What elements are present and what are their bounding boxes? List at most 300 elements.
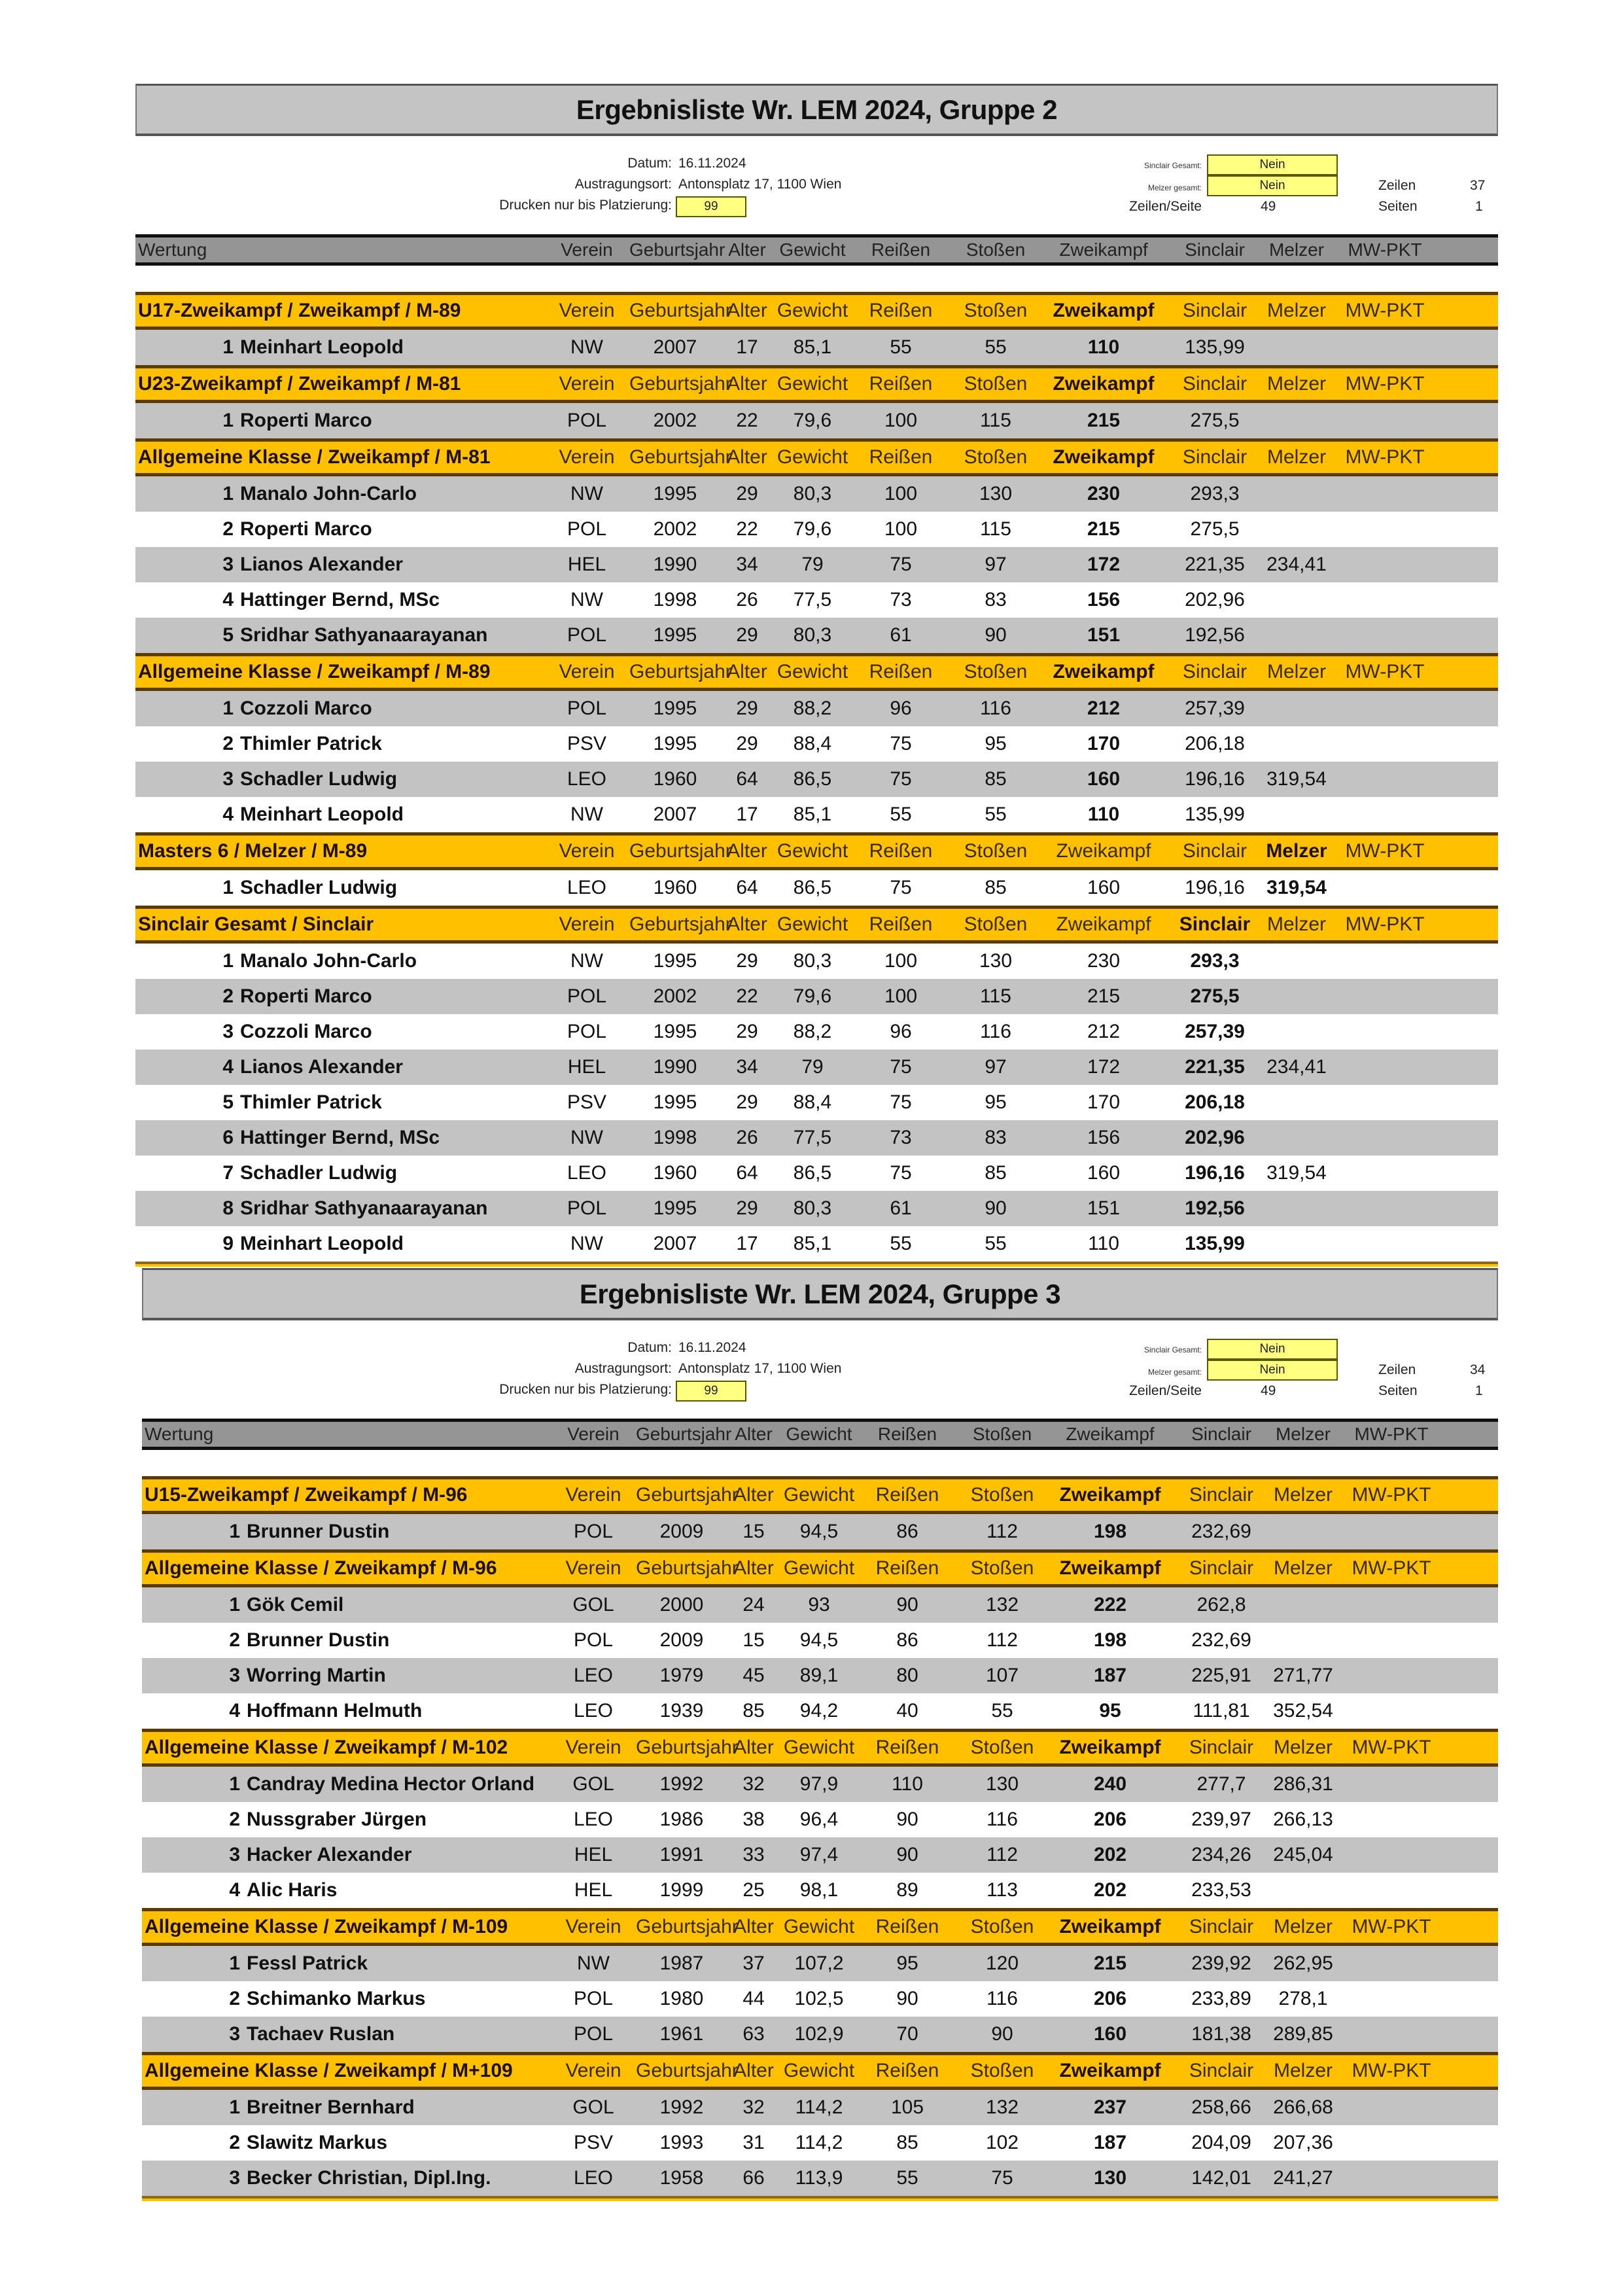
athlete-row <box>142 2125 1498 2161</box>
category-column-stossen: Stoßen <box>970 1557 1034 1579</box>
athlete-row <box>135 582 1498 618</box>
cell-reissen: 75 <box>890 1091 912 1113</box>
column-header-bar <box>135 234 1498 266</box>
cell-verein: PSV <box>573 2132 614 2153</box>
cell-alter: 26 <box>736 589 758 610</box>
rank: 4 <box>229 1879 240 1901</box>
cell-sinclair: 135,99 <box>1185 1233 1245 1254</box>
sinclair-gesamt-select[interactable]: Nein <box>1207 154 1338 175</box>
cell-melzer: 241,27 <box>1273 2167 1333 2189</box>
cell-zweikampf: 151 <box>1087 1197 1121 1219</box>
cell-gewicht: 96,4 <box>799 1809 839 1830</box>
rank: 3 <box>222 554 234 575</box>
category-column-melzer: Melzer <box>1266 373 1326 395</box>
category-column-alter: Alter <box>727 446 767 468</box>
cell-alter: 64 <box>736 877 758 898</box>
category-column-mw-pkt: MW-PKT <box>1352 2060 1431 2081</box>
cell-stossen: 116 <box>986 1809 1018 1830</box>
athlete-row <box>135 1120 1498 1156</box>
category-column-stossen: Stoßen <box>970 1484 1034 1506</box>
cell-gewicht: 93 <box>808 1594 830 1616</box>
cell-alter: 66 <box>742 2167 765 2189</box>
athlete-name: Slawitz Markus <box>247 2132 388 2153</box>
category-column-geburtsjahr: Geburtsjahr <box>629 446 732 468</box>
category-column-mw-pkt: MW-PKT <box>1352 1557 1431 1579</box>
cell-reissen: 40 <box>896 1700 918 1722</box>
melzer-gesamt-label: Melzer gesamt: <box>1147 1368 1202 1377</box>
rank: 1 <box>222 698 234 719</box>
category-column-stossen: Stoßen <box>964 913 1028 935</box>
cell-stossen: 90 <box>985 624 1007 646</box>
athlete-row <box>142 1873 1498 1908</box>
cell-verein: LEO <box>567 768 607 790</box>
category-column-mw-pkt: MW-PKT <box>1345 446 1425 468</box>
category-column-stossen: Stoßen <box>964 446 1028 468</box>
cell-geburtsjahr: 1990 <box>653 554 697 575</box>
athlete-name: Worring Martin <box>247 1665 386 1686</box>
category-column-melzer: Melzer <box>1266 661 1326 682</box>
cell-verein: POL <box>567 1021 607 1042</box>
category-column-verein: Verein <box>559 446 615 468</box>
cell-sinclair: 277,7 <box>1196 1773 1246 1795</box>
cell-reissen: 100 <box>884 985 918 1007</box>
category-title: Allgemeine Klasse / Zweikampf / M-109 <box>145 1916 508 1937</box>
cell-sinclair: 233,89 <box>1191 1988 1251 2009</box>
athlete-name: Thimler Patrick <box>240 733 382 754</box>
athlete-name: Lianos Alexander <box>240 554 403 575</box>
drucken-label: Drucken nur bis Platzierung: <box>499 198 672 213</box>
category-column-zweikampf: Zweikampf <box>1053 373 1155 395</box>
category-column-reissen: Reißen <box>875 1557 939 1579</box>
zeilen-seite-value: 49 <box>1261 199 1276 214</box>
cell-verein: POL <box>567 1197 607 1219</box>
ort-value: Antonsplatz 17, 1100 Wien <box>678 1361 842 1376</box>
rank: 2 <box>229 1988 240 2009</box>
cell-reissen: 55 <box>890 1233 912 1254</box>
rank: 6 <box>222 1127 234 1148</box>
cell-alter: 29 <box>736 950 758 972</box>
category-header-row <box>142 1549 1498 1587</box>
cell-alter: 32 <box>742 2096 765 2118</box>
athlete-name: Nussgraber Jürgen <box>247 1809 427 1830</box>
cell-verein: HEL <box>567 1056 606 1078</box>
drucken-input[interactable]: 99 <box>676 1381 746 1402</box>
cell-zweikampf: 222 <box>1093 1594 1127 1616</box>
athlete-name: Sridhar Sathyanaarayanan <box>240 624 488 646</box>
cell-alter: 29 <box>736 1091 758 1113</box>
cell-alter: 25 <box>742 1879 765 1901</box>
athlete-row <box>142 2017 1498 2052</box>
athlete-row <box>142 1693 1498 1729</box>
cell-zweikampf: 130 <box>1093 2167 1127 2189</box>
category-column-sinclair: Sinclair <box>1189 1484 1254 1506</box>
group-title: Ergebnisliste Wr. LEM 2024, Gruppe 3 <box>579 1278 1061 1309</box>
cell-verein: NW <box>570 804 603 825</box>
athlete-row <box>135 1156 1498 1191</box>
athlete-name: Sridhar Sathyanaarayanan <box>240 1197 488 1219</box>
cell-reissen: 89 <box>896 1879 918 1901</box>
cell-alter: 63 <box>742 2023 765 2045</box>
category-column-verein: Verein <box>559 373 615 395</box>
category-column-gewicht: Gewicht <box>777 373 848 395</box>
column-header-sinclair: Sinclair <box>1191 1424 1251 1444</box>
sinclair-gesamt-select[interactable]: Nein <box>1207 1339 1338 1360</box>
rank: 5 <box>222 1091 234 1113</box>
rank: 1 <box>229 1952 240 1974</box>
athlete-row <box>142 1587 1498 1623</box>
cell-stossen: 132 <box>985 1594 1019 1616</box>
category-header-row <box>135 438 1498 476</box>
cell-zweikampf: 110 <box>1087 804 1120 825</box>
cell-reissen: 55 <box>890 336 912 358</box>
cell-gewicht: 94,5 <box>799 1521 839 1542</box>
cell-sinclair: 142,01 <box>1191 2167 1251 2189</box>
column-header-verein: Verein <box>567 1424 620 1444</box>
cell-verein: HEL <box>567 554 606 575</box>
cell-verein: LEO <box>573 2167 614 2189</box>
column-header-wertung: Wertung <box>138 239 207 260</box>
cell-stossen: 130 <box>985 1773 1019 1795</box>
cell-stossen: 85 <box>985 1162 1007 1184</box>
category-column-melzer: Melzer <box>1266 840 1327 862</box>
cell-sinclair: 196,16 <box>1185 768 1245 790</box>
cell-geburtsjahr: 1995 <box>653 733 697 754</box>
cell-zweikampf: 230 <box>1087 483 1121 504</box>
cell-stossen: 120 <box>985 1952 1019 1974</box>
cell-sinclair: 275,5 <box>1190 410 1240 431</box>
category-column-melzer: Melzer <box>1266 913 1326 935</box>
cell-geburtsjahr: 1987 <box>659 1952 704 1974</box>
category-column-sinclair: Sinclair <box>1189 1916 1254 1937</box>
column-header-melzer: Melzer <box>1268 239 1324 260</box>
rank: 3 <box>229 1844 240 1865</box>
cell-zweikampf: 170 <box>1087 733 1121 754</box>
cell-melzer: 319,54 <box>1266 877 1327 898</box>
athlete-row <box>142 2090 1498 2125</box>
cell-stossen: 116 <box>980 698 1011 719</box>
athlete-row <box>142 1802 1498 1837</box>
cell-geburtsjahr: 1995 <box>653 1021 697 1042</box>
cell-melzer: 266,68 <box>1273 2096 1333 2118</box>
ort-label: Austragungsort: <box>574 1361 672 1376</box>
category-column-reissen: Reißen <box>869 913 933 935</box>
cell-verein: POL <box>573 1521 614 1542</box>
datum-label: Datum: <box>627 1340 672 1355</box>
category-column-sinclair: Sinclair <box>1182 840 1248 862</box>
category-column-sinclair: Sinclair <box>1189 1737 1254 1758</box>
cell-gewicht: 94,2 <box>799 1700 839 1722</box>
athlete-row <box>135 979 1498 1014</box>
cell-sinclair: 135,99 <box>1185 804 1245 825</box>
athlete-name: Roperti Marco <box>240 410 372 431</box>
cell-reissen: 61 <box>890 624 912 646</box>
athlete-name: Meinhart Leopold <box>240 1233 404 1254</box>
ort-label: Austragungsort: <box>574 177 672 192</box>
cell-geburtsjahr: 2007 <box>653 804 697 825</box>
athlete-row <box>135 1191 1498 1226</box>
cell-geburtsjahr: 1990 <box>653 1056 697 1078</box>
melzer-gesamt-select[interactable]: Nein <box>1207 1360 1338 1381</box>
category-title: Masters 6 / Melzer / M-89 <box>138 840 368 862</box>
category-column-gewicht: Gewicht <box>777 840 848 862</box>
cell-verein: HEL <box>574 1879 613 1901</box>
cell-zweikampf: 230 <box>1087 950 1121 972</box>
category-column-gewicht: Gewicht <box>777 913 848 935</box>
category-column-reissen: Reißen <box>869 300 933 321</box>
rank: 9 <box>222 1233 234 1254</box>
zeilen-label: Zeilen <box>1378 178 1416 193</box>
spacer <box>135 266 1498 292</box>
category-column-alter: Alter <box>733 1484 774 1506</box>
column-header-stossen: Stoßen <box>966 239 1026 260</box>
cell-stossen: 75 <box>991 2167 1013 2189</box>
cell-stossen: 112 <box>986 1844 1018 1865</box>
cell-sinclair: 293,3 <box>1190 950 1240 972</box>
cell-gewicht: 88,2 <box>793 698 832 719</box>
athlete-name: Thimler Patrick <box>240 1091 382 1113</box>
cell-alter: 45 <box>742 1665 765 1686</box>
category-column-zweikampf: Zweikampf <box>1059 2060 1161 2081</box>
athlete-name: Fessl Patrick <box>247 1952 368 1974</box>
athlete-row <box>142 1837 1498 1873</box>
cell-geburtsjahr: 1998 <box>653 589 697 610</box>
rank: 2 <box>229 2132 240 2153</box>
cell-sinclair: 192,56 <box>1185 624 1245 646</box>
athlete-name: Brunner Dustin <box>247 1629 390 1651</box>
cell-gewicht: 85,1 <box>793 336 832 358</box>
cell-geburtsjahr: 1992 <box>659 2096 704 2118</box>
athlete-row <box>142 2161 1498 2196</box>
category-column-gewicht: Gewicht <box>783 1916 855 1937</box>
category-column-stossen: Stoßen <box>964 373 1028 395</box>
cell-gewicht: 114,2 <box>795 2096 843 2118</box>
category-column-reissen: Reißen <box>875 1737 939 1758</box>
column-header-zweikampf: Zweikampf <box>1066 1424 1155 1444</box>
category-column-melzer: Melzer <box>1266 446 1326 468</box>
table-end-line <box>142 2196 1498 2201</box>
group-3-block <box>142 1268 1498 2201</box>
category-column-geburtsjahr: Geburtsjahr <box>636 2060 739 2081</box>
zeilen-value: 37 <box>1470 178 1486 193</box>
cell-zweikampf: 187 <box>1093 2132 1127 2153</box>
cell-geburtsjahr: 1995 <box>653 483 697 504</box>
cell-melzer: 234,41 <box>1266 554 1327 575</box>
athlete-name: Breitner Bernhard <box>247 2096 415 2118</box>
category-header-row <box>135 832 1498 870</box>
category-column-geburtsjahr: Geburtsjahr <box>636 1737 739 1758</box>
cell-geburtsjahr: 1995 <box>653 950 697 972</box>
category-header-row <box>142 1476 1498 1514</box>
category-column-zweikampf: Zweikampf <box>1056 840 1151 862</box>
category-column-mw-pkt: MW-PKT <box>1345 373 1425 395</box>
athlete-name: Schimanko Markus <box>247 1988 426 2009</box>
rank: 2 <box>229 1629 240 1651</box>
cell-melzer: 266,13 <box>1273 1809 1333 1830</box>
cell-reissen: 90 <box>896 1594 918 1616</box>
cell-stossen: 85 <box>985 768 1007 790</box>
cell-alter: 22 <box>736 518 758 540</box>
rank: 1 <box>222 950 234 972</box>
cell-verein: GOL <box>572 2096 614 2118</box>
rank: 5 <box>222 624 234 646</box>
cell-zweikampf: 156 <box>1087 589 1121 610</box>
cell-sinclair: 262,8 <box>1196 1594 1246 1616</box>
category-title: Allgemeine Klasse / Zweikampf / M-102 <box>145 1737 508 1758</box>
zeilen-label: Zeilen <box>1378 1362 1416 1377</box>
athlete-row <box>135 403 1498 438</box>
cell-alter: 29 <box>736 1197 758 1219</box>
cell-alter: 17 <box>736 336 758 358</box>
cell-sinclair: 234,26 <box>1191 1844 1251 1865</box>
category-column-verein: Verein <box>565 1484 621 1506</box>
cell-sinclair: 232,69 <box>1191 1629 1251 1651</box>
cell-verein: POL <box>573 1629 614 1651</box>
cell-geburtsjahr: 1958 <box>659 2167 704 2189</box>
seiten-value: 1 <box>1475 199 1483 214</box>
cell-geburtsjahr: 1991 <box>659 1844 704 1865</box>
cell-stossen: 83 <box>985 1127 1007 1148</box>
category-column-mw-pkt: MW-PKT <box>1352 1484 1431 1506</box>
category-header-row <box>135 906 1498 944</box>
cell-reissen: 105 <box>890 2096 924 2118</box>
cell-melzer: 286,31 <box>1273 1773 1333 1795</box>
cell-alter: 32 <box>742 1773 765 1795</box>
athlete-row <box>142 1514 1498 1549</box>
cell-zweikampf: 187 <box>1093 1665 1127 1686</box>
column-header-melzer: Melzer <box>1275 1424 1331 1444</box>
cell-reissen: 75 <box>890 554 912 575</box>
column-header-bar <box>142 1419 1498 1450</box>
cell-gewicht: 97,9 <box>799 1773 839 1795</box>
rank: 8 <box>222 1197 234 1219</box>
category-title: U23-Zweikampf / Zweikampf / M-81 <box>138 373 461 395</box>
category-column-gewicht: Gewicht <box>777 300 848 321</box>
category-column-verein: Verein <box>559 840 615 862</box>
category-column-reissen: Reißen <box>875 1484 939 1506</box>
datum-value: 16.11.2024 <box>678 156 746 171</box>
cell-gewicht: 86,5 <box>793 768 832 790</box>
rank: 7 <box>222 1162 234 1184</box>
seiten-label: Seiten <box>1378 1383 1418 1398</box>
category-column-sinclair: Sinclair <box>1182 300 1248 321</box>
cell-melzer: 319,54 <box>1266 768 1327 790</box>
cell-reissen: 61 <box>890 1197 912 1219</box>
athlete-name: Candray Medina Hector Orland <box>247 1773 535 1795</box>
cell-reissen: 55 <box>890 804 912 825</box>
category-column-alter: Alter <box>727 300 767 321</box>
group-title: Ergebnisliste Wr. LEM 2024, Gruppe 2 <box>576 94 1058 125</box>
cell-geburtsjahr: 1993 <box>659 2132 704 2153</box>
athlete-name: Meinhart Leopold <box>240 336 404 358</box>
category-column-zweikampf: Zweikampf <box>1059 1557 1161 1579</box>
cell-geburtsjahr: 1980 <box>659 1988 704 2009</box>
category-column-geburtsjahr: Geburtsjahr <box>636 1916 739 1937</box>
cell-alter: 22 <box>736 410 758 431</box>
cell-stossen: 112 <box>986 1521 1018 1542</box>
sinclair-gesamt-label: Sinclair Gesamt: <box>1143 161 1202 170</box>
cell-alter: 37 <box>742 1952 765 1974</box>
cell-geburtsjahr: 2009 <box>659 1629 704 1651</box>
category-column-stossen: Stoßen <box>964 840 1028 862</box>
cell-alter: 64 <box>736 768 758 790</box>
athlete-row <box>135 797 1498 832</box>
cell-stossen: 130 <box>979 483 1013 504</box>
column-header-gewicht: Gewicht <box>779 239 846 260</box>
category-column-reissen: Reißen <box>869 373 933 395</box>
cell-gewicht: 79,6 <box>793 985 832 1007</box>
cell-alter: 34 <box>736 554 758 575</box>
rank: 3 <box>229 1665 240 1686</box>
zeilen-seite-value: 49 <box>1261 1383 1276 1398</box>
category-column-stossen: Stoßen <box>970 1737 1034 1758</box>
category-column-zweikampf: Zweikampf <box>1053 661 1155 682</box>
meta-info <box>142 1320 1498 1419</box>
athlete-row <box>142 1658 1498 1693</box>
category-column-gewicht: Gewicht <box>777 446 848 468</box>
cell-geburtsjahr: 2002 <box>653 410 697 431</box>
category-column-zweikampf: Zweikampf <box>1053 300 1155 321</box>
category-column-alter: Alter <box>727 913 767 935</box>
cell-melzer: 245,04 <box>1273 1844 1333 1865</box>
cell-verein: POL <box>573 2023 614 2045</box>
category-column-alter: Alter <box>733 2060 774 2081</box>
cell-zweikampf: 206 <box>1093 1988 1127 2009</box>
category-header-row <box>142 2052 1498 2090</box>
cell-zweikampf: 215 <box>1087 985 1121 1007</box>
drucken-input[interactable]: 99 <box>676 196 746 217</box>
cell-alter: 15 <box>742 1629 765 1651</box>
athlete-row <box>135 691 1498 726</box>
cell-melzer: 289,85 <box>1273 2023 1333 2045</box>
drucken-label: Drucken nur bis Platzierung: <box>499 1382 672 1397</box>
cell-alter: 33 <box>742 1844 765 1865</box>
cell-zweikampf: 156 <box>1087 1127 1121 1148</box>
cell-stossen: 90 <box>985 1197 1007 1219</box>
cell-stossen: 95 <box>985 1091 1007 1113</box>
cell-verein: NW <box>570 336 603 358</box>
cell-stossen: 55 <box>991 1700 1013 1722</box>
category-column-gewicht: Gewicht <box>783 1484 855 1506</box>
category-column-mw-pkt: MW-PKT <box>1352 1737 1431 1758</box>
cell-sinclair: 239,92 <box>1191 1952 1251 1974</box>
athlete-row <box>142 1946 1498 1981</box>
cell-verein: LEO <box>573 1665 614 1686</box>
athlete-name: Hacker Alexander <box>247 1844 412 1865</box>
cell-geburtsjahr: 1999 <box>659 1879 704 1901</box>
category-column-sinclair: Sinclair <box>1182 373 1248 395</box>
cell-reissen: 55 <box>896 2167 918 2189</box>
cell-reissen: 70 <box>896 2023 918 2045</box>
cell-verein: NW <box>577 1952 610 1974</box>
cell-melzer: 319,54 <box>1266 1162 1327 1184</box>
rank: 4 <box>222 1056 234 1078</box>
cell-sinclair: 206,18 <box>1185 733 1245 754</box>
cell-zweikampf: 160 <box>1093 2023 1127 2045</box>
category-column-stossen: Stoßen <box>964 661 1028 682</box>
cell-sinclair: 202,96 <box>1185 1127 1245 1148</box>
rank: 3 <box>229 2167 240 2189</box>
athlete-row <box>135 618 1498 653</box>
athlete-name: Gök Cemil <box>247 1594 344 1616</box>
cell-alter: 29 <box>736 483 758 504</box>
athlete-name: Schadler Ludwig <box>240 1162 398 1184</box>
cell-sinclair: 293,3 <box>1190 483 1240 504</box>
cell-reissen: 86 <box>896 1629 918 1651</box>
cell-melzer: 278,1 <box>1278 1988 1328 2009</box>
melzer-gesamt-select[interactable]: Nein <box>1207 175 1338 196</box>
cell-gewicht: 114,2 <box>795 2132 843 2153</box>
cell-geburtsjahr: 1960 <box>653 1162 697 1184</box>
